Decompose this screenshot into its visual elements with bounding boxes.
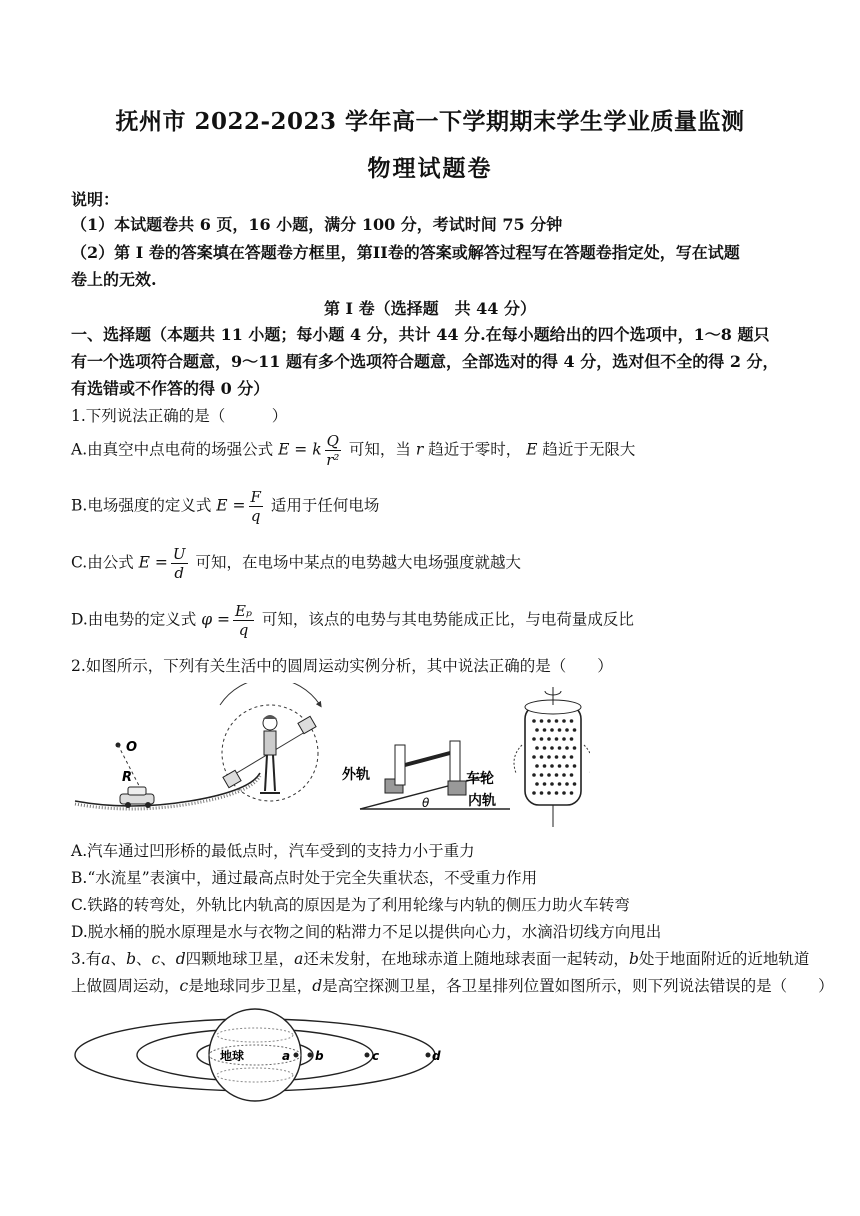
q3-l1-mid: 四颗地球卫星， [185,950,295,968]
q1-c-post: 可知，在电场中某点的电势越大电场强度就越大 [195,553,522,572]
dryer-hole [562,737,566,741]
q1-b-post: 适用于任何电场 [270,496,380,515]
q1-a-E: E [526,440,538,459]
notes-line-2a: （2）第 I 卷的答案填在答题卷方框里，第II卷的答案或解答过程写在答题卷指定处，写在试题 [71,243,740,262]
label-d: d [432,1049,441,1063]
q2-option-b: B.“水流星”表演中，通过最高点时处于完全失重状态，不受重力作用 [71,869,538,887]
notes-line-2b: 卷上的无效. [71,270,157,289]
dryer-hole [562,773,566,777]
q3-figure [70,1005,450,1105]
q1-d-pre: D.由电势的定义式 [71,610,197,629]
q1-b-num: F [250,488,261,506]
q3-sat-a: a [101,950,111,968]
earth-label: 地球 [220,1049,245,1063]
q1-a-r: r [415,440,424,459]
satellite-c [365,1053,370,1058]
section-instruction-1: 一、选择题（本题共 11 小题；每小题 4 分，共计 44 分.在每小题给出的四个选项中，1～8 题只 [71,325,770,344]
wheel-right [450,741,460,781]
dryer-hole [570,719,574,723]
dryer-hole [535,782,539,786]
spin-dryer-figure [514,687,590,827]
q3-l1-mid2: 还未发射，在地球赤道上随地球表面一起转动， [303,950,629,968]
label-a: a [282,1049,291,1063]
q3-l2-c: c [179,977,189,995]
q1-b-fraction [249,488,263,525]
q2-option-c: C.铁路的转弯处，外轨比内轨高的原因是为了利用轮缘与内轨的侧压力助火车转弯 [71,896,630,914]
q1-a-post3: 趋近于无限大 [542,440,636,459]
q1-a-post2: 趋近于零时， [428,440,522,459]
q2-stem: 2.如图所示，下列有关生活中的圆周运动实例分析，其中说法正确的是（ ） [71,657,613,675]
notes-line-1: （1）本试题卷共 6 页，16 小题，满分 100 分，考试时间 75 分钟 [71,215,563,234]
q1-stem: 1.下列说法正确的是（ ） [71,407,288,425]
q1-a-pre: A.由真空中点电荷的场强公式 [71,440,274,459]
dryer-hole [562,791,566,795]
performer-hair [263,715,277,719]
water-spray-right [584,745,590,773]
q1-d-eq: φ = [201,610,231,629]
q3-l2-d: d [312,977,323,995]
dryer-hole [532,719,536,723]
performer-body [264,731,276,755]
q1-option-c [71,545,521,582]
satellite-b [308,1053,313,1058]
q3-sat-d: d [175,950,186,968]
dryer-hole [543,746,547,750]
dryer-hole [555,719,559,723]
section-instruction-3: 有选错或不作答的得 0 分） [71,379,270,398]
q2-figure [70,683,590,833]
dryer-hole [570,773,574,777]
label-outer-rail: 外轨 [342,767,370,783]
dryer-hole [565,782,569,786]
q3-l1-pre: 3.有 [71,950,102,968]
dryer-hole [550,728,554,732]
dryer-hole [543,728,547,732]
q1-b-pre: B.电场强度的定义式 [71,496,212,515]
label-b: b [315,1049,324,1063]
dryer-hole [547,755,551,759]
dryer-hole [532,737,536,741]
q1-a-den: r² [326,451,340,469]
q1-b-den: q [250,507,261,525]
q3-sep-3: 、 [160,950,176,968]
water-spray-left [514,745,522,773]
dryer-hole [547,791,551,795]
dryer-hole [535,728,539,732]
performer-leg-right [273,755,275,791]
dryer-hole [555,773,559,777]
q1-a-post1: 可知，当 [348,440,411,459]
wheel-left [395,745,405,785]
label-c: c [372,1049,380,1063]
cup-upper [298,716,316,733]
dryer-hole [547,773,551,777]
dryer-hole [540,791,544,795]
satellite-d [426,1053,431,1058]
q2-option-a: A.汽车通过凹形桥的最低点时，汽车受到的支持力小于重力 [71,842,475,860]
q1-d-fraction [233,602,254,639]
cup-lower [223,770,241,787]
dryer-hole [570,755,574,759]
dryer-hole [558,746,562,750]
notes-label: 说明： [71,190,120,209]
dryer-hole [535,764,539,768]
q1-c-fraction [171,545,188,582]
car-wheel-back [145,802,151,808]
rotation-arrow [220,683,320,705]
q3-l2-end: 是高空探测卫星，各卫星排列位置如图所示，则下列说法错误的是（ ） [322,977,834,995]
section-heading: 第 I 卷（选择题 共 44 分） [323,299,537,318]
satellite-a [294,1053,299,1058]
exam-title: 抚州市 2022-2023 学年高一下学期期末学生学业质量监测 [115,108,745,135]
dryer-hole [540,773,544,777]
dryer-hole [558,728,562,732]
label-O: O [126,740,138,755]
dryer-hole [532,773,536,777]
dryer-hole [550,782,554,786]
label-theta: θ [422,796,430,810]
dryer-hole [535,746,539,750]
performer-leg-left [265,755,267,791]
dryer-hole [562,719,566,723]
q1-option-b [71,488,379,525]
dryer-hole [573,746,577,750]
q3-sat-b: b [126,950,136,968]
q3-line-1 [71,949,809,970]
dryer-hole [573,764,577,768]
q1-c-den: d [174,564,185,582]
dryer-hole [562,755,566,759]
dryer-hole [547,719,551,723]
inner-rail-block [448,781,466,795]
dryer-hole [532,755,536,759]
section-instruction-2: 有一个选项符合题意，9～11 题有多个选项符合题意，全部选对的得 4 分，选对但不全的得 2 分， [71,352,779,371]
car-roof [128,787,146,795]
q1-a-num: Q [326,432,339,450]
q1-option-a [71,432,635,469]
q1-c-eq: E = [138,553,168,572]
q1-a-eq: E = k [278,440,322,459]
label-wheel: 车轮 [466,771,494,787]
label-inner-rail: 内轨 [468,793,496,809]
dryer-hole [565,728,569,732]
q1-a-fraction [325,432,341,469]
dryer-hole [570,737,574,741]
dryer-hole [555,737,559,741]
dryer-hole [573,728,577,732]
dryer-hole [550,746,554,750]
q1-b-eq: E = [216,496,246,515]
label-R: R [122,770,133,785]
q3-l1-b: b [628,950,639,968]
q1-c-pre: C.由公式 [71,553,134,572]
q1-d-den: q [238,621,249,639]
q3-l1-a: a [294,950,304,968]
q1-d-num: Eₚ [235,602,252,620]
dryer-hole [540,719,544,723]
q3-sep-2: 、 [136,950,152,968]
dryer-hole [540,737,544,741]
dryer-hole [543,782,547,786]
dryer-hole [550,764,554,768]
q3-sep-1: 、 [110,950,127,968]
q3-l1-end: 处于地面附近的近地轨道 [638,950,810,968]
dryer-hole [570,791,574,795]
axle [405,753,450,765]
dryer-hole [565,764,569,768]
q3-sat-c: c [151,950,161,968]
exam-subtitle: 物理试题卷 [367,155,493,182]
dryer-hole [532,791,536,795]
dryer-hole [540,755,544,759]
q3-l2-mid: 是地球同步卫星， [188,977,313,995]
q1-option-d [71,602,634,639]
dryer-hole [573,782,577,786]
dryer-hole [555,755,559,759]
q1-d-post: 可知，该点的电势与其电势能成正比，与电荷量成反比 [261,610,634,629]
q3-line-2 [71,976,834,997]
car-wheel-front [125,802,131,808]
dryer-hole [547,737,551,741]
dryer-hole [565,746,569,750]
q1-c-num: U [172,545,186,563]
banked-rail-figure [342,741,510,810]
q2-option-d: D.脱水桶的脱水原理是水与衣物之间的粘滞力不足以提供向心力，水滴沿切线方向甩出 [71,923,662,941]
q3-l2-pre: 上做圆周运动， [71,977,180,995]
dryer-hole [555,791,559,795]
dryer-hole [558,782,562,786]
dryer-hole [558,764,562,768]
water-meteor-figure [220,683,320,801]
dryer-hole [543,764,547,768]
